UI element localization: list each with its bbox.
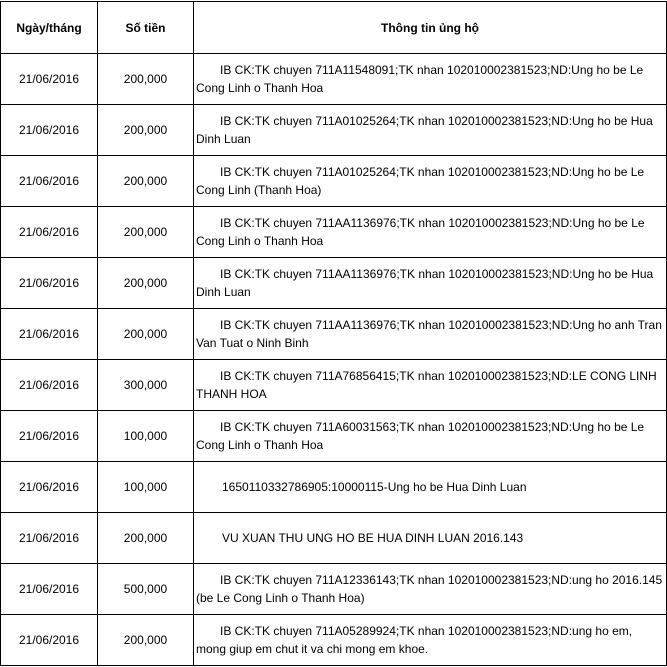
cell-info: VU XUAN THU UNG HO BE HUA DINH LUAN 2016.143 [194,513,667,564]
table-row [1,258,667,309]
cell-date: 21/06/2016 [1,156,98,207]
table-header-row [1,2,667,54]
cell-amount: 200,000 [98,309,194,360]
cell-date: 21/06/2016 [1,462,98,513]
column-header-info: Thông tin ủng hộ [194,2,667,54]
cell-info: IB CK:TK chuyen 711AA1136976;TK nhan 102010002381523;ND:Ung ho be Hua Dinh Luan [194,258,667,309]
cell-info: IB CK:TK chuyen 711AA1136976;TK nhan 102010002381523;ND:Ung ho anh Tran Van Tuat o Ninh Binh [194,309,667,360]
cell-info: IB CK:TK chuyen 711A60031563;TK nhan 102010002381523;ND:Ung ho be Le Cong Linh o Thanh Hoa [194,411,667,462]
table-row [1,309,667,360]
cell-amount: 100,000 [98,411,194,462]
cell-amount: 200,000 [98,156,194,207]
cell-amount: 100,000 [98,462,194,513]
cell-amount: 200,000 [98,513,194,564]
cell-date: 21/06/2016 [1,309,98,360]
cell-info: IB CK:TK chuyen 711A05289924;TK nhan 102010002381523;ND:ung ho em, mong giup em chut it va chi mong em khoe. [194,615,667,666]
donation-table [0,1,667,666]
table-row [1,615,667,666]
cell-amount: 200,000 [98,54,194,105]
cell-amount: 200,000 [98,105,194,156]
cell-amount: 200,000 [98,258,194,309]
cell-date: 21/06/2016 [1,258,98,309]
cell-info: IB CK:TK chuyen 711A11548091;TK nhan 102010002381523;ND:Ung ho be Le Cong Linh o Thanh Hoa [194,54,667,105]
table-row [1,513,667,564]
cell-date: 21/06/2016 [1,207,98,258]
cell-date: 21/06/2016 [1,54,98,105]
cell-date: 21/06/2016 [1,564,98,615]
cell-date: 21/06/2016 [1,360,98,411]
cell-amount: 200,000 [98,615,194,666]
table-row [1,360,667,411]
table-row [1,105,667,156]
cell-info: IB CK:TK chuyen 711A01025264;TK nhan 102010002381523;ND:Ung ho be Le Cong Linh (Thanh Hoa) [194,156,667,207]
cell-date: 21/06/2016 [1,513,98,564]
column-header-date: Ngày/tháng [1,2,98,54]
cell-info: IB CK:TK chuyen 711AA1136976;TK nhan 102010002381523;ND:Ung ho be Le Cong Linh o Thanh Hoa [194,207,667,258]
cell-date: 21/06/2016 [1,411,98,462]
cell-info: IB CK:TK chuyen 711A01025264;TK nhan 102010002381523;ND:Ung ho be Hua Dinh Luan [194,105,667,156]
table-row [1,462,667,513]
table-row [1,156,667,207]
cell-date: 21/06/2016 [1,615,98,666]
column-header-amount: Số tiền [98,2,194,54]
table-row [1,411,667,462]
cell-date: 21/06/2016 [1,105,98,156]
cell-amount: 500,000 [98,564,194,615]
cell-amount: 200,000 [98,207,194,258]
cell-info: IB CK:TK chuyen 711A12336143;TK nhan 102010002381523;ND:ung ho 2016.145 (be Le Cong Linh o Thanh Hoa) [194,564,667,615]
cell-amount: 300,000 [98,360,194,411]
table-row [1,207,667,258]
cell-info: 1650110332786905:10000115-Ung ho be Hua Dinh Luan [194,462,667,513]
cell-info: IB CK:TK chuyen 711A76856415;TK nhan 102010002381523;ND:LE CONG LINH THANH HOA [194,360,667,411]
table-row [1,564,667,615]
table-row [1,54,667,105]
